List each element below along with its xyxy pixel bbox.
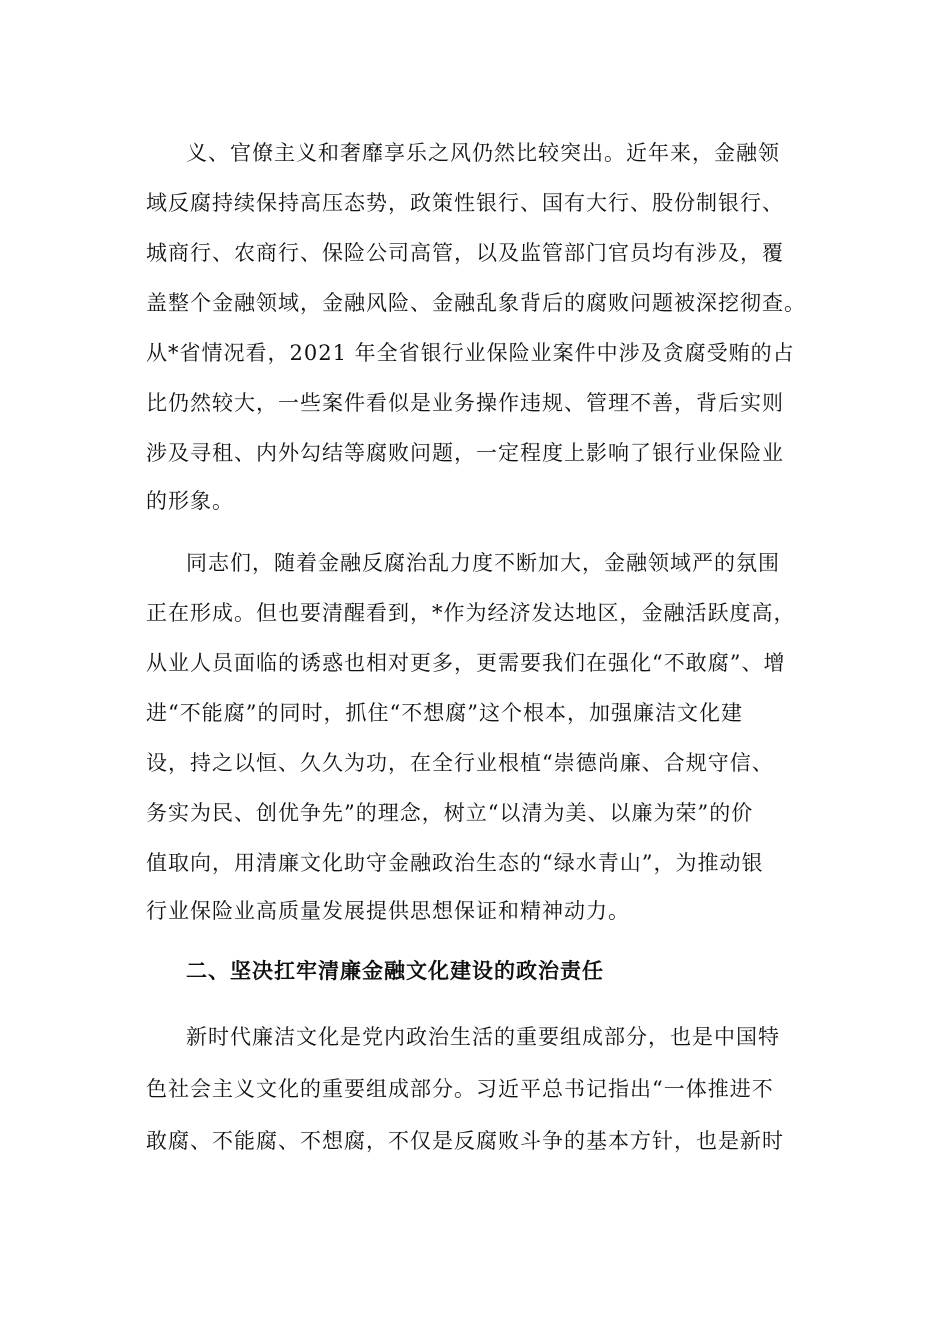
paragraph-2-line-7: 值取向，用清廉文化助守金融政治生态的“绿水青山”，为推动银 (146, 851, 764, 875)
paragraph-3-line-3: 敢腐、不能腐、不想腐，不仅是反腐败斗争的基本方针，也是新时 (146, 1129, 784, 1153)
paragraph-1-line-5: 从*省情况看，2021 年全省银行业保险业案件中涉及贪腐受贿的占 (146, 341, 795, 365)
paragraph-1-line-2: 域反腐持续保持高压态势，政策性银行、国有大行、股份制银行、 (146, 191, 784, 215)
paragraph-1-line-6: 比仍然较大，一些案件看似是业务操作违规、管理不善，背后实则 (146, 391, 784, 415)
section-heading: 二、坚决扛牢清廉金融文化建设的政治责任 (186, 958, 604, 983)
paragraph-2-line-3: 从业人员面临的诱惑也相对更多，更需要我们在强化“不敢腐”、增 (146, 651, 786, 675)
paragraph-2-line-2: 正在形成。但也要清醒看到，*作为经济发达地区，金融活跃度高， (146, 601, 796, 625)
paragraph-2-line-8: 行业保险业高质量发展提供思想保证和精神动力。 (146, 899, 630, 923)
paragraph-1-line-1: 义、官僚主义和奢靡享乐之风仍然比较突出。近年来，金融领 (186, 141, 780, 165)
paragraph-3-line-1: 新时代廉洁文化是党内政治生活的重要组成部分，也是中国特 (186, 1025, 780, 1049)
paragraph-3-line-2: 色社会主义文化的重要组成部分。习近平总书记指出“一体推进不 (146, 1077, 774, 1101)
paragraph-2-line-1: 同志们，随着金融反腐治乱力度不断加大，金融领域严的氛围 (186, 551, 780, 575)
paragraph-2-line-6: 务实为民、创优争先”的理念，树立“以清为美、以廉为荣”的价 (146, 801, 754, 825)
paragraph-1-line-8: 的形象。 (146, 489, 234, 513)
paragraph-1-line-7: 涉及寻租、内外勾结等腐败问题，一定程度上影响了银行业保险业 (146, 441, 784, 465)
paragraph-1-line-4: 盖整个金融领域，金融风险、金融乱象背后的腐败问题被深挖彻查。 (146, 291, 806, 315)
paragraph-2-line-4: 进“不能腐”的同时，抓住“不想腐”这个根本，加强廉洁文化建 (146, 701, 743, 725)
paragraph-1-line-3: 城商行、农商行、保险公司高管，以及监管部门官员均有涉及，覆 (146, 241, 784, 265)
paragraph-2-line-5: 设，持之以恒、久久为功，在全行业根植“崇德尚廉、合规守信、 (146, 751, 774, 775)
